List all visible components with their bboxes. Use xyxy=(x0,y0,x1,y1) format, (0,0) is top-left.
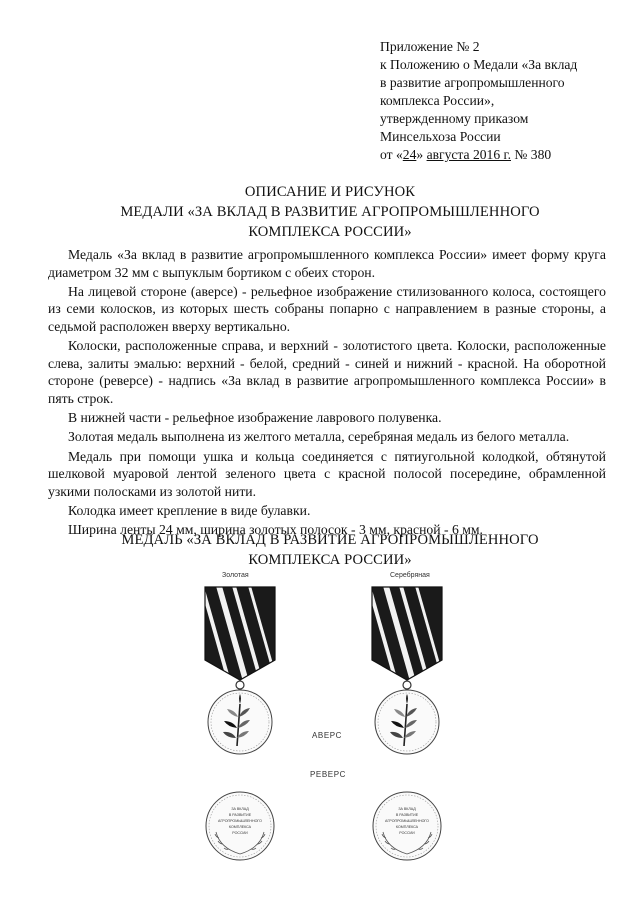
silver-medal-revers xyxy=(369,788,445,864)
paragraph: Колодка имеет крепление в виде булавки. xyxy=(68,502,311,518)
document-title xyxy=(60,182,600,242)
paragraph: Медаль «За вклад в развитие агропромышленного комплекса России» имеет форму круга диаметром 32 мм с выпуклым бортиком с обеих сторон. xyxy=(48,247,606,280)
title-line: МЕДАЛЬ «ЗА ВКЛАД В РАЗВИТИЕ АГРОПРОМЫШЛЕННОГО xyxy=(121,532,539,548)
paragraph: Золотая медаль выполнена из желтого металла, серебряная медаль из белого металла. xyxy=(68,429,570,445)
avers-caption: АВЕРС xyxy=(312,731,343,740)
reverse-line: РОССИИ xyxy=(399,831,415,835)
silver-caption: Серебряная xyxy=(390,572,430,579)
paragraph: Колоски, расположенные справа, и верхний - золотистого цвета. Колоски, расположенные слева, залиты эмалью: верхний - белой, средний - синей и нижний - красной. На оборотной стороне (реверсе) - надпись «За вклад в развитие агропромышленного комплекса России» в пять строк. xyxy=(48,338,606,406)
paragraph: Медаль при помощи ушка и кольца соединяется с пятиугольной колодкой, обтянутой шелковой муаровой лентой зеленого цвета с красной полосой посередине, обрамленной узкими полосками из золотой нити. xyxy=(48,448,606,499)
reverse-line: РОССИИ xyxy=(232,831,248,835)
reverse-line: ЗА ВКЛАД xyxy=(231,807,249,811)
medal-ring xyxy=(236,681,244,689)
reverse-line: АГРОПРОМЫШЛЕННОГО xyxy=(218,819,262,823)
reverse-line: АГРОПРОМЫШЛЕННОГО xyxy=(385,819,429,823)
date-day: 24 xyxy=(402,147,417,162)
gold-caption: Золотая xyxy=(222,572,249,579)
reverse-line: КОМПЛЕКСА xyxy=(395,825,419,829)
title-line: КОМПЛЕКСА РОССИИ» xyxy=(248,224,412,240)
title-line: ОПИСАНИЕ И РИСУНОК xyxy=(244,184,416,200)
revers-caption: РЕВЕРС xyxy=(310,770,346,779)
appendix-header xyxy=(380,38,620,164)
gold-medal-avers xyxy=(190,582,290,762)
date-sep: » xyxy=(416,147,427,162)
appendix-line: Приложение № 2 xyxy=(380,39,480,54)
appendix-line: к Положению о Медали «За вклад xyxy=(380,57,578,72)
title-line: КОМПЛЕКСА РОССИИ» xyxy=(248,552,412,568)
appendix-date-line xyxy=(380,146,620,164)
order-number: № 380 xyxy=(511,147,552,162)
reverse-line: ЗА ВКЛАД xyxy=(398,807,416,811)
appendix-line: комплекса России», xyxy=(380,93,495,108)
description-body xyxy=(48,246,606,539)
reverse-line: В РАЗВИТИЕ xyxy=(228,813,252,817)
medal-figure-title xyxy=(60,530,600,570)
paragraph: На лицевой стороне (аверсе) - рельефное изображение стилизованного колоса, состоящего из семи колосков, из которых шесть собраны попарно с направлением в разные стороны, а седьмой расположен вверху вертикально. xyxy=(48,283,606,334)
reverse-line: В РАЗВИТИЕ xyxy=(395,813,419,817)
date-prefix: от « xyxy=(380,147,403,162)
paragraph: В нижней части - рельефное изображение лаврового полувенка. xyxy=(68,410,442,426)
paragraph: Ширина ленты 24 мм, ширина золотых полосок - 3 мм, красной - 6 мм. xyxy=(68,522,483,538)
appendix-line: Минсельхоза России xyxy=(380,129,501,144)
date-month-year: августа 2016 г. xyxy=(426,147,511,162)
appendix-line: в развитие агропромышленного xyxy=(380,75,565,90)
gold-medal-revers xyxy=(202,788,278,864)
reverse-line: КОМПЛЕКСА xyxy=(228,825,252,829)
silver-medal-avers xyxy=(357,582,457,762)
appendix-line: утвержденному приказом xyxy=(380,111,529,126)
medal-ring xyxy=(403,681,411,689)
title-line: МЕДАЛИ «ЗА ВКЛАД В РАЗВИТИЕ АГРОПРОМЫШЛЕННОГО xyxy=(120,204,540,220)
